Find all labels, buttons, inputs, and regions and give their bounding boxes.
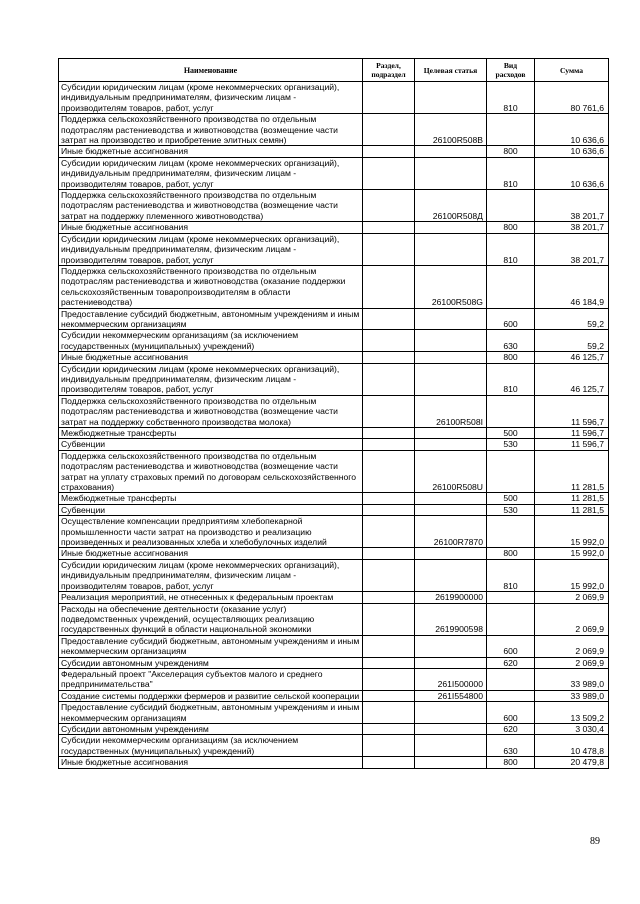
- cell-expense-type: [487, 114, 535, 146]
- cell-section: [363, 265, 415, 308]
- table-row: [59, 146, 609, 157]
- cell-sum: 46 184,9: [535, 265, 609, 308]
- cell-expense-type: 800: [487, 757, 535, 768]
- cell-sum: 2 069,9: [535, 592, 609, 603]
- cell-section: [363, 450, 415, 493]
- cell-expense-type: 600: [487, 702, 535, 724]
- table-row: [59, 702, 609, 724]
- cell-target: [415, 702, 487, 724]
- cell-expense-type: 810: [487, 363, 535, 395]
- cell-name: Поддержка сельскохозяйственного производства по отдельным подотраслям растениеводства и животноводства (возмещение части затрат на поддержку собственного производства молока): [59, 395, 363, 427]
- cell-name: Субсидии юридическим лицам (кроме некоммерческих организаций), индивидуальным предпринимателям, физическим лицам - производителям товаров, работ, услуг: [59, 157, 363, 189]
- cell-name: Субвенции: [59, 439, 363, 450]
- table-row: [59, 395, 609, 427]
- cell-target: [415, 233, 487, 265]
- table-row: [59, 308, 609, 330]
- cell-name: Субсидии юридическим лицам (кроме некоммерческих организаций), индивидуальным предпринимателям, физическим лицам - производителям товаров, работ, услуг: [59, 233, 363, 265]
- cell-expense-type: 600: [487, 635, 535, 657]
- cell-sum: 38 201,7: [535, 222, 609, 233]
- cell-target: [415, 493, 487, 504]
- column-header-sum: Сумма: [535, 59, 609, 82]
- cell-name: Субвенции: [59, 504, 363, 515]
- table-row: [59, 723, 609, 734]
- cell-section: [363, 330, 415, 352]
- cell-name: Иные бюджетные ассигнования: [59, 222, 363, 233]
- cell-name: Осуществление компенсации предприятиям хлебопекарной промышленности части затрат на производство и реализацию произведенных и реализованных хлеба и хлебобулочных изделий: [59, 516, 363, 548]
- table-row: [59, 548, 609, 559]
- cell-name: Иные бюджетные ассигнования: [59, 146, 363, 157]
- cell-target: [415, 352, 487, 363]
- cell-section: [363, 757, 415, 768]
- cell-section: [363, 548, 415, 559]
- cell-section: [363, 702, 415, 724]
- cell-target: [415, 723, 487, 734]
- cell-expense-type: [487, 603, 535, 635]
- cell-expense-type: 800: [487, 146, 535, 157]
- cell-expense-type: 630: [487, 735, 535, 757]
- cell-name: Субсидии юридическим лицам (кроме некоммерческих организаций), индивидуальным предпринимателям, физическим лицам - производителям товаров, работ, услуг: [59, 363, 363, 395]
- table-header-row: [59, 59, 609, 82]
- table-row: [59, 603, 609, 635]
- cell-target: [415, 735, 487, 757]
- cell-name: Субсидии юридическим лицам (кроме некоммерческих организаций), индивидуальным предпринимателям, физическим лицам - производителям товаров, работ, услуг: [59, 559, 363, 591]
- cell-name: Субсидии некоммерческим организациям (за исключением государственных (муниципальных) учреждений): [59, 735, 363, 757]
- cell-name: Иные бюджетные ассигнования: [59, 352, 363, 363]
- table-row: [59, 265, 609, 308]
- cell-expense-type: 530: [487, 439, 535, 450]
- table-row: [59, 635, 609, 657]
- cell-section: [363, 352, 415, 363]
- cell-target: 261I554800: [415, 690, 487, 701]
- cell-sum: 20 479,8: [535, 757, 609, 768]
- cell-sum: 15 992,0: [535, 516, 609, 548]
- cell-expense-type: 620: [487, 723, 535, 734]
- table-row: [59, 157, 609, 189]
- cell-target: [415, 308, 487, 330]
- cell-name: Расходы на обеспечение деятельности (оказание услуг) подведомственных учреждений, осуществляющих реализацию государственных функций в области национальной экономики: [59, 603, 363, 635]
- cell-section: [363, 428, 415, 439]
- cell-target: [415, 330, 487, 352]
- cell-name: Субсидии юридическим лицам (кроме некоммерческих организаций), индивидуальным предпринимателям, физическим лицам - производителям товаров, работ, услуг: [59, 82, 363, 114]
- table-row: [59, 504, 609, 515]
- table-row: [59, 735, 609, 757]
- cell-expense-type: [487, 668, 535, 690]
- cell-sum: 15 992,0: [535, 559, 609, 591]
- cell-target: [415, 757, 487, 768]
- table-row: [59, 657, 609, 668]
- table-row: [59, 363, 609, 395]
- cell-name: Иные бюджетные ассигнования: [59, 757, 363, 768]
- column-header-target: Целевая статья: [415, 59, 487, 82]
- cell-sum: 10 636,6: [535, 114, 609, 146]
- table-row: [59, 592, 609, 603]
- cell-target: 26100R508U: [415, 450, 487, 493]
- cell-expense-type: 810: [487, 157, 535, 189]
- cell-section: [363, 723, 415, 734]
- table-row: [59, 559, 609, 591]
- table-row: [59, 428, 609, 439]
- budget-table: [58, 58, 609, 769]
- cell-sum: 59,2: [535, 330, 609, 352]
- cell-sum: 2 069,9: [535, 635, 609, 657]
- cell-section: [363, 157, 415, 189]
- cell-target: 261I500000: [415, 668, 487, 690]
- cell-section: [363, 308, 415, 330]
- table-row: [59, 352, 609, 363]
- cell-target: [415, 157, 487, 189]
- cell-sum: 33 989,0: [535, 668, 609, 690]
- cell-section: [363, 114, 415, 146]
- table-row: [59, 439, 609, 450]
- table-row: [59, 493, 609, 504]
- cell-target: [415, 657, 487, 668]
- cell-sum: 10 478,8: [535, 735, 609, 757]
- cell-expense-type: 620: [487, 657, 535, 668]
- cell-target: [415, 504, 487, 515]
- cell-section: [363, 668, 415, 690]
- cell-sum: 38 201,7: [535, 233, 609, 265]
- cell-expense-type: 600: [487, 308, 535, 330]
- cell-expense-type: [487, 265, 535, 308]
- cell-name: Предоставление субсидий бюджетным, автономным учреждениям и иным некоммерческим организациям: [59, 308, 363, 330]
- cell-sum: 11 281,5: [535, 504, 609, 515]
- cell-section: [363, 504, 415, 515]
- cell-name: Межбюджетные трансферты: [59, 428, 363, 439]
- cell-sum: 46 125,7: [535, 363, 609, 395]
- cell-expense-type: 630: [487, 330, 535, 352]
- cell-section: [363, 690, 415, 701]
- cell-target: [415, 439, 487, 450]
- cell-section: [363, 190, 415, 222]
- cell-sum: 11 596,7: [535, 395, 609, 427]
- budget-page: [58, 58, 608, 769]
- cell-section: [363, 395, 415, 427]
- cell-sum: 2 069,9: [535, 657, 609, 668]
- cell-expense-type: 500: [487, 428, 535, 439]
- table-row: [59, 668, 609, 690]
- cell-target: 26100R508G: [415, 265, 487, 308]
- cell-expense-type: 530: [487, 504, 535, 515]
- cell-name: Субсидии некоммерческим организациям (за исключением государственных (муниципальных) учреждений): [59, 330, 363, 352]
- cell-expense-type: [487, 190, 535, 222]
- table-row: [59, 450, 609, 493]
- cell-target: [415, 428, 487, 439]
- table-row: [59, 330, 609, 352]
- cell-expense-type: [487, 592, 535, 603]
- cell-section: [363, 592, 415, 603]
- cell-section: [363, 439, 415, 450]
- cell-target: [415, 635, 487, 657]
- cell-target: 26100R508B: [415, 114, 487, 146]
- cell-name: Поддержка сельскохозяйственного производства по отдельным подотраслям растениеводства и животноводства (оказание поддержки сельскохозяйственным товаропроизводителям в области растениеводства): [59, 265, 363, 308]
- cell-name: Субсидии автономным учреждениям: [59, 657, 363, 668]
- cell-target: 26100R508Д: [415, 190, 487, 222]
- cell-target: 2619900598: [415, 603, 487, 635]
- cell-target: [415, 222, 487, 233]
- cell-expense-type: 500: [487, 493, 535, 504]
- cell-target: [415, 146, 487, 157]
- cell-section: [363, 363, 415, 395]
- cell-expense-type: [487, 450, 535, 493]
- cell-section: [363, 657, 415, 668]
- table-row: [59, 233, 609, 265]
- cell-sum: 10 636,6: [535, 146, 609, 157]
- cell-target: [415, 363, 487, 395]
- cell-name: Федеральный проект "Акселерация субъектов малого и среднего предпринимательства": [59, 668, 363, 690]
- table-row: [59, 190, 609, 222]
- cell-sum: 11 281,5: [535, 450, 609, 493]
- column-header-expense-type: Вид расходов: [487, 59, 535, 82]
- cell-target: 26100R7870: [415, 516, 487, 548]
- cell-name: Предоставление субсидий бюджетным, автономным учреждениям и иным некоммерческим организациям: [59, 702, 363, 724]
- cell-section: [363, 146, 415, 157]
- cell-sum: 11 596,7: [535, 428, 609, 439]
- cell-sum: 10 636,6: [535, 157, 609, 189]
- cell-section: [363, 516, 415, 548]
- cell-section: [363, 82, 415, 114]
- cell-section: [363, 233, 415, 265]
- table-row: [59, 82, 609, 114]
- cell-section: [363, 222, 415, 233]
- cell-name: Поддержка сельскохозяйственного производства по отдельным подотраслям растениеводства и животноводства (возмещение части затрат на поддержку племенного животноводства): [59, 190, 363, 222]
- table-row: [59, 757, 609, 768]
- cell-target: [415, 548, 487, 559]
- cell-name: Субсидии автономным учреждениям: [59, 723, 363, 734]
- cell-expense-type: [487, 395, 535, 427]
- cell-sum: 11 596,7: [535, 439, 609, 450]
- cell-sum: 15 992,0: [535, 548, 609, 559]
- cell-name: Реализация мероприятий, не отнесенных к федеральным проектам: [59, 592, 363, 603]
- table-row: [59, 114, 609, 146]
- cell-section: [363, 735, 415, 757]
- cell-name: Предоставление субсидий бюджетным, автономным учреждениям и иным некоммерческим организациям: [59, 635, 363, 657]
- cell-sum: 11 281,5: [535, 493, 609, 504]
- table-row: [59, 690, 609, 701]
- cell-name: Создание системы поддержки фермеров и развитие сельской кооперации: [59, 690, 363, 701]
- cell-target: 2619900000: [415, 592, 487, 603]
- cell-sum: 3 030,4: [535, 723, 609, 734]
- cell-sum: 13 509,2: [535, 702, 609, 724]
- cell-sum: 38 201,7: [535, 190, 609, 222]
- cell-expense-type: 810: [487, 559, 535, 591]
- table-body: [59, 82, 609, 769]
- cell-expense-type: 810: [487, 233, 535, 265]
- table-row: [59, 516, 609, 548]
- cell-sum: 46 125,7: [535, 352, 609, 363]
- cell-target: [415, 559, 487, 591]
- cell-sum: 59,2: [535, 308, 609, 330]
- page-number: 89: [590, 836, 600, 847]
- cell-expense-type: 800: [487, 222, 535, 233]
- cell-sum: 33 989,0: [535, 690, 609, 701]
- column-header-section: Раздел, подраздел: [363, 59, 415, 82]
- cell-name: Поддержка сельскохозяйственного производства по отдельным подотраслям растениеводства и животноводства (возмещение части затрат на производство и приобретение элитных семян): [59, 114, 363, 146]
- cell-expense-type: [487, 516, 535, 548]
- cell-expense-type: [487, 690, 535, 701]
- cell-name: Межбюджетные трансферты: [59, 493, 363, 504]
- cell-expense-type: 800: [487, 352, 535, 363]
- cell-section: [363, 603, 415, 635]
- table-row: [59, 222, 609, 233]
- cell-expense-type: 810: [487, 82, 535, 114]
- cell-expense-type: 800: [487, 548, 535, 559]
- cell-name: Иные бюджетные ассигнования: [59, 548, 363, 559]
- cell-sum: 2 069,9: [535, 603, 609, 635]
- cell-name: Поддержка сельскохозяйственного производства по отдельным подотраслям растениеводства и животноводства (возмещение части затрат на уплату страховых премий по договорам сельскохозяйственного страхования): [59, 450, 363, 493]
- cell-section: [363, 635, 415, 657]
- cell-section: [363, 559, 415, 591]
- cell-target: [415, 82, 487, 114]
- column-header-name: Наименование: [59, 59, 363, 82]
- cell-target: 26100R508I: [415, 395, 487, 427]
- cell-sum: 80 761,6: [535, 82, 609, 114]
- cell-section: [363, 493, 415, 504]
